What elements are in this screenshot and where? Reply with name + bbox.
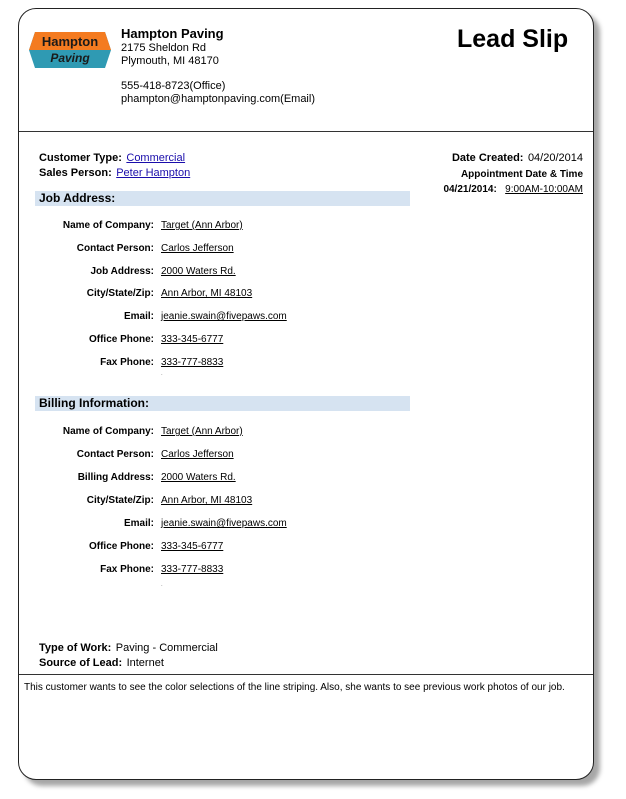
- source-of-lead-row: [39, 653, 164, 671]
- billing-field-value: 333-777-8833: [161, 564, 224, 575]
- job-address-header: Job Address:: [35, 191, 410, 206]
- billing-field-label: Fax Phone:: [100, 564, 154, 575]
- job-field-value: 2000 Waters Rd.: [161, 265, 236, 277]
- job-field-label: Fax Phone:: [100, 356, 154, 368]
- source-of-lead-value: Internet: [126, 657, 164, 669]
- type-of-work-value: Paving - Commercial: [115, 642, 218, 654]
- source-of-lead-label: Source of Lead:: [39, 657, 123, 669]
- billing-field-value: Ann Arbor, MI 48103: [161, 495, 253, 506]
- company-email: phampton@hamptonpaving.com(Email): [121, 93, 315, 105]
- job-field-label: City/State/Zip:: [86, 288, 154, 300]
- svg-text:Hampton: Hampton: [41, 34, 99, 49]
- appointment-label: Appointment Date & Time: [460, 169, 583, 180]
- job-field-label: Name of Company:: [62, 220, 154, 231]
- customer-type-label: Customer Type:: [39, 152, 122, 164]
- job-field-label: Office Phone:: [88, 334, 154, 345]
- job-field-value: 333-345-6777: [161, 334, 224, 345]
- appointment-date: 04/21/2014:: [443, 184, 497, 195]
- billing-field-value: jeanie.swain@fivepaws.com: [161, 518, 287, 529]
- hampton-paving-logo: [29, 26, 111, 74]
- job-field-value: 333-777-8833: [161, 356, 224, 368]
- job-field-value: jeanie.swain@fivepaws.com: [161, 311, 287, 323]
- job-section-dot: .: [161, 371, 163, 377]
- job-field-value: Carlos Jefferson: [161, 242, 234, 254]
- company-address-line1: 2175 Sheldon Rd: [121, 42, 207, 54]
- lead-slip-page: [18, 8, 594, 780]
- billing-section-dot: .: [161, 582, 163, 588]
- notes-divider: [19, 674, 593, 675]
- header-divider: [19, 131, 593, 132]
- sales-person-link[interactable]: Peter Hampton: [116, 167, 191, 179]
- date-created-row: [452, 148, 583, 166]
- billing-field-label: Billing Address:: [77, 472, 154, 483]
- sales-person-row: [39, 163, 190, 181]
- job-field-value: Target (Ann Arbor): [161, 220, 243, 231]
- date-created-value: 04/20/2014: [527, 152, 583, 164]
- billing-info-header: Billing Information:: [35, 396, 410, 411]
- billing-field-value: Carlos Jefferson: [161, 449, 234, 460]
- billing-field-label: Name of Company:: [62, 426, 154, 437]
- customer-type-link[interactable]: Commercial: [126, 152, 186, 164]
- appointment-row: [443, 184, 583, 195]
- company-phone: 555-418-8723(Office): [121, 80, 226, 92]
- billing-field-label: Office Phone:: [88, 541, 154, 552]
- job-field-label: Email:: [123, 311, 154, 323]
- billing-field-label: Contact Person:: [76, 449, 154, 460]
- billing-field-label: Email:: [123, 518, 154, 529]
- type-of-work-label: Type of Work:: [39, 642, 112, 654]
- company-name: Hampton Paving: [121, 26, 224, 41]
- company-address-line2: Plymouth, MI 48170: [121, 55, 219, 67]
- job-field-label: Job Address:: [90, 265, 154, 277]
- svg-text:Paving: Paving: [50, 51, 90, 65]
- lead-notes: This customer wants to see the color selections of the line striping. Also, she wants to see previous work photos of our job.: [24, 682, 565, 693]
- sales-person-label: Sales Person:: [39, 167, 112, 179]
- billing-field-label: City/State/Zip:: [86, 495, 154, 506]
- billing-field-value: 2000 Waters Rd.: [161, 472, 236, 483]
- billing-field-value: 333-345-6777: [161, 541, 224, 552]
- billing-field-value: Target (Ann Arbor): [161, 426, 243, 437]
- job-field-value: Ann Arbor, MI 48103: [161, 288, 253, 300]
- document-title: Lead Slip: [457, 25, 569, 53]
- appointment-time: 9:00AM-10:00AM: [505, 184, 583, 195]
- job-field-label: Contact Person:: [76, 242, 154, 254]
- date-created-label: Date Created:: [451, 152, 524, 164]
